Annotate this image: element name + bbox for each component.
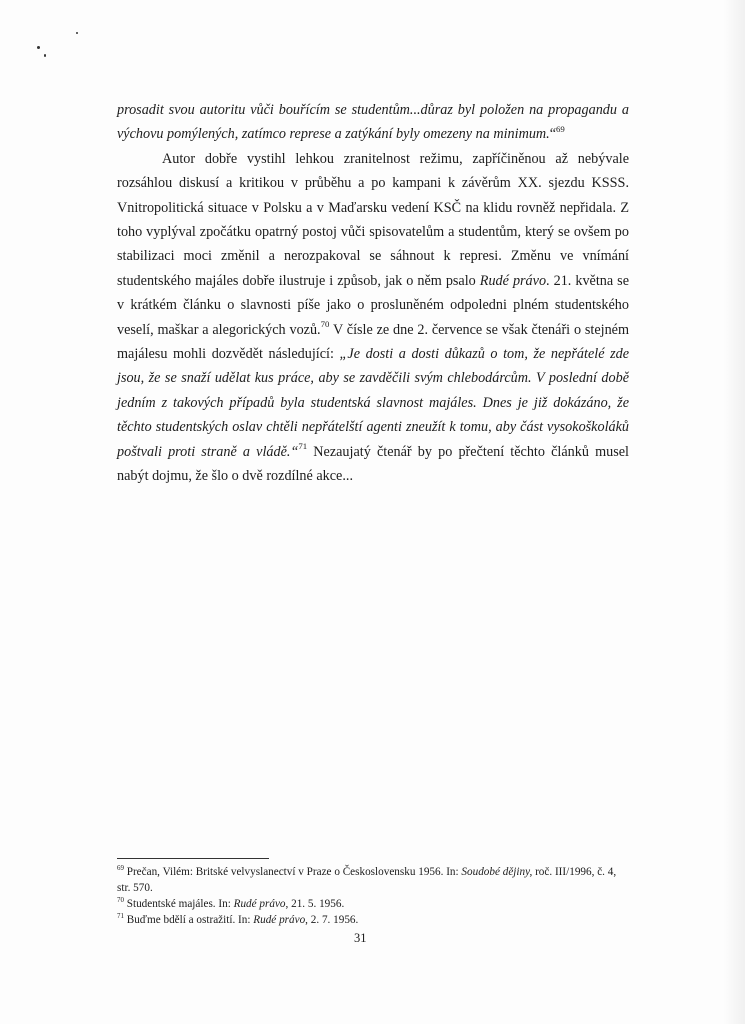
footnote [117,864,629,896]
footnote-text: Studentské majáles. In: [123,898,234,910]
footnote-text: Buďme bdělí a ostražití. In: [123,914,254,926]
paragraph-quote-continuation [117,98,629,147]
paragraph-text: Autor dobře vystihl lehkou zranitelnost režimu, zapříčiněnou až nebývale rozsáhlou diskusí a kritikou v průběhu a po kampani k závěrům XX. sjezdu KSSS. Vnitropolitická situace v Polsku a v Maďarsku vedení KSČ na klidu rovněž nepřidala. Z toho vyplýval zpočátku opatrný postoj vůči spisovatelům a studentům, který se ovšem po stabilizaci moci změnil a nerozpakoval se sáhnout k represi. Změnu ve vnímání studentského majáles dobře ilustruje i způsob, jak o něm psalo [117,150,629,289]
footnote-number: 70 [117,895,124,904]
quote-text: Je dosti a dosti důkazů o tom, že nepřátelé zde jsou, že se snaží udělat kus práce, aby se zavděčili svým chlebodárcům. V poslední době jedním z takových případů byla studentská slavnost majáles. Dnes je již dokázáno, že těchto studentských oslav chtěli nepřátelští agenti zneužít k tomu, aby část vysokoškoláků poštvali proti straně a vládě. [117,346,629,460]
body-text [117,98,629,489]
quote-open-mark: „ [339,346,348,363]
footnote-text: Prečan, Vilém: Britské velvyslanectví v Praze o Československu 1956. In: [123,866,462,878]
footnote-text: , 21. 5. 1956. [285,898,345,910]
footnote-divider [117,858,269,859]
paragraph-text: Nezaujatý čtenář by po přečtení těchto článků musel nabýt dojmu, že šlo o dvě rozdílné akce... [117,443,629,485]
paragraph-main [117,147,629,489]
footnote [117,896,629,912]
footnote-ref: 71 [298,441,308,452]
footnote [117,912,629,928]
newspaper-title: Rudé právo [479,272,547,289]
footnote-number: 69 [117,863,124,872]
footnote-text: , 2. 7. 1956. [305,914,359,926]
footnote-ref: 69 [556,123,565,134]
footnotes [117,864,629,928]
page-number: 31 [354,931,367,945]
scan-speck [76,32,78,34]
footnote-ref: 70 [320,319,330,330]
footnote-source-title: Rudé právo [253,914,306,926]
scan-speck [37,46,40,49]
footnote-source-title: Soudobé dějiny, [461,866,533,878]
quote-close-mark: “ [290,443,299,460]
footnote-number: 71 [117,911,124,920]
paragraph-text: . 21. května se v krátkém článku o slavnosti píše jako o prosluněném odpoledni plném studentského veselí, maškar a alegorických vozů. [117,272,629,338]
page-edge-shadow [723,0,745,1024]
paragraph-text: V čísle ze dne 2. července se však čtenáři o stejném majálesu mohli dozvědět následující: [117,321,629,363]
footnote-text: roč. III/1996, č. 4, str. 570. [117,866,617,894]
scan-speck [44,54,46,57]
footnote-source-title: Rudé právo [233,898,286,910]
quote-text: prosadit svou autoritu vůči bouřícím se studentům...důraz byl položen na propagandu a výchovu pomýlených, zatímco represe a zatýkání byly omezeny na minimum. [117,102,629,143]
quote-close-mark: “ [549,126,557,143]
